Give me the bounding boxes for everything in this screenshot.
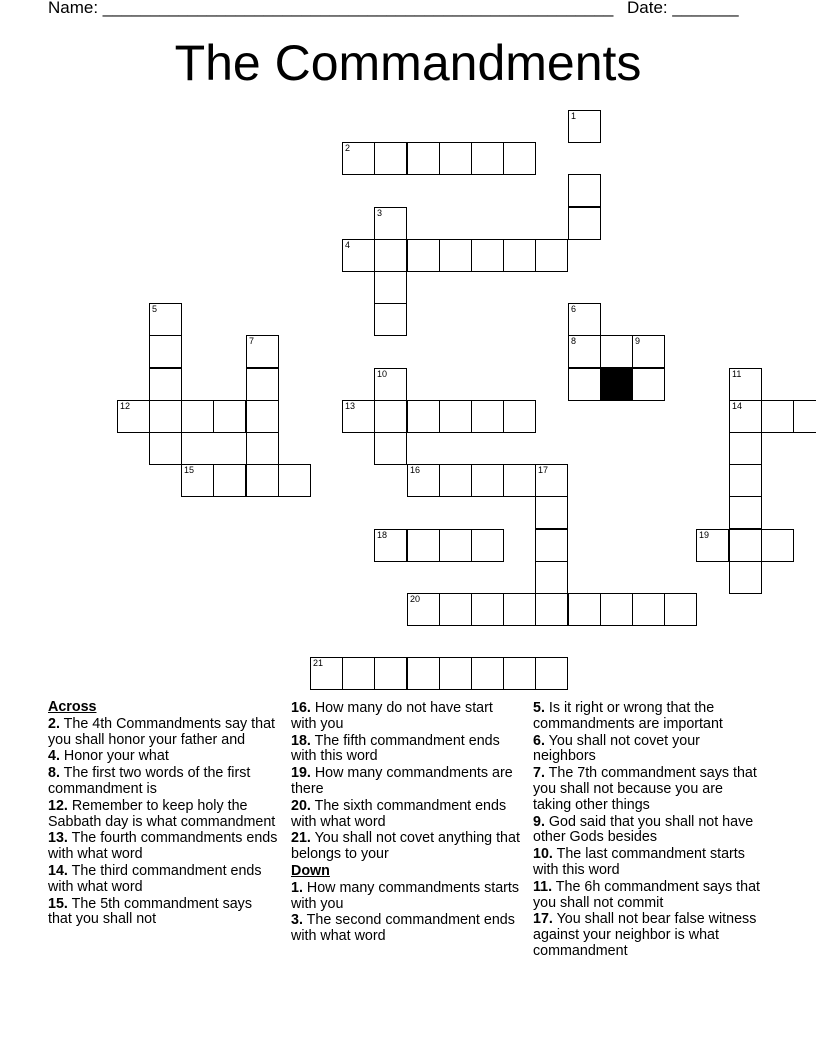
clue-item [291, 766, 521, 798]
grid-cell[interactable] [374, 239, 407, 272]
grid-cell[interactable] [117, 400, 150, 433]
grid-cell[interactable] [503, 142, 536, 175]
grid-cell[interactable] [149, 303, 182, 336]
grid-cell[interactable] [696, 529, 729, 562]
grid-cell[interactable] [729, 561, 762, 594]
grid-cell[interactable] [149, 432, 182, 465]
grid-cell[interactable] [600, 335, 633, 368]
clue-number: 11 [732, 369, 742, 379]
clue-item [48, 749, 278, 765]
clue-number-label: 12. [48, 797, 68, 814]
grid-cell[interactable] [342, 400, 375, 433]
clue-number-label: 10. [533, 846, 553, 863]
clue-number: 6 [571, 304, 577, 314]
grid-cell[interactable] [729, 400, 762, 433]
clue-item [533, 880, 763, 912]
grid-cell[interactable] [503, 657, 536, 690]
clue-number: 19 [699, 530, 710, 540]
clue-text: You shall not covet anything that belongs to your [291, 830, 520, 863]
clue-text: The fifth commandment ends with this word [291, 732, 500, 765]
clue-number: 20 [410, 594, 421, 604]
grid-cell[interactable] [374, 303, 407, 336]
grid-cell[interactable] [535, 529, 568, 562]
grid-cell[interactable] [278, 464, 311, 497]
clue-item [48, 897, 278, 929]
grid-cell[interactable] [342, 657, 375, 690]
clue-text: The 7th commandment says that you shall not because you are taking other things [533, 765, 757, 813]
grid-cell[interactable] [407, 142, 440, 175]
clue-text: You shall not bear false witness against your neighbor is what commandment [533, 911, 757, 959]
grid-cell[interactable] [535, 464, 568, 497]
grid-cell[interactable] [632, 593, 665, 626]
clue-item [533, 815, 763, 847]
clue-text: How many commandments starts with you [291, 879, 520, 912]
grid-cell[interactable] [568, 593, 601, 626]
grid-cell[interactable] [439, 464, 472, 497]
clue-number-label: 2. [48, 715, 60, 732]
grid-cell[interactable] [729, 496, 762, 529]
clue-text: The fourth commandments ends with what word [48, 830, 278, 863]
clues-column-3 [533, 700, 763, 960]
date-field: Date: _______ [627, 0, 739, 17]
grid-cell[interactable] [503, 464, 536, 497]
grid-cell[interactable] [535, 657, 568, 690]
grid-cell[interactable] [729, 432, 762, 465]
clue-text: The last commandment starts with this word [533, 846, 745, 878]
clue-text: Remember to keep holy the Sabbath day is what commandment [48, 797, 276, 830]
grid-cell[interactable] [471, 593, 504, 626]
clue-text: How many do not have start with you [291, 700, 493, 732]
clue-number: 1 [571, 111, 577, 121]
clue-item [48, 766, 278, 798]
clue-number-label: 14. [48, 862, 68, 879]
grid-cell[interactable] [568, 368, 601, 401]
clue-text: The 6h commandment says that you shall not commit [533, 878, 761, 911]
clue-number: 10 [377, 369, 388, 379]
grid-cell[interactable] [374, 368, 407, 401]
grid-cell[interactable] [503, 593, 536, 626]
clues-column-1 [48, 700, 278, 928]
grid-cell[interactable] [374, 529, 407, 562]
grid-cell[interactable] [503, 239, 536, 272]
clue-text: The first two words of the first commandment is [48, 765, 251, 797]
clue-number-label: 19. [291, 765, 311, 782]
grid-cell[interactable] [407, 464, 440, 497]
clue-number-label: 16. [291, 700, 311, 716]
grid-cell[interactable] [632, 368, 665, 401]
clue-text: The second commandment ends with what word [291, 912, 515, 945]
clue-number: 5 [152, 304, 158, 314]
clue-text: Is it right or wrong that the commandments are important [533, 700, 723, 732]
grid-cell[interactable] [439, 529, 472, 562]
page-title: The Commandments [174, 35, 642, 91]
grid-cell[interactable] [374, 271, 407, 304]
grid-cell[interactable] [568, 335, 601, 368]
grid-cell[interactable] [600, 593, 633, 626]
clue-text: God said that you shall not have other Gods besides [533, 813, 754, 846]
grid-cell[interactable] [342, 239, 375, 272]
grid-cell[interactable] [761, 529, 794, 562]
clue-text: The third commandment ends with what word [48, 862, 262, 895]
clue-item [291, 913, 521, 945]
grid-cell[interactable] [246, 335, 279, 368]
grid-cell[interactable] [439, 142, 472, 175]
clue-item [533, 701, 763, 733]
grid-cell[interactable] [149, 335, 182, 368]
clue-item [291, 799, 521, 831]
clue-text: How many commandments are there [291, 765, 513, 797]
grid-cell[interactable] [729, 368, 762, 401]
grid-cell[interactable] [471, 400, 504, 433]
clue-number: 18 [377, 530, 388, 540]
grid-cell[interactable] [407, 239, 440, 272]
grid-cell[interactable] [246, 368, 279, 401]
grid-cell[interactable] [407, 400, 440, 433]
grid-cell[interactable] [149, 400, 182, 433]
clue-item [533, 847, 763, 879]
grid-cell[interactable] [471, 464, 504, 497]
name-field: Name: ______________________________________________________ [48, 0, 614, 17]
grid-cell[interactable] [407, 657, 440, 690]
clue-item [48, 864, 278, 896]
grid-cell[interactable] [181, 464, 214, 497]
clue-number-label: 21. [291, 830, 311, 847]
grid-cell[interactable] [149, 368, 182, 401]
clue-item [291, 881, 521, 913]
clue-text: The 4th Commandments say that you shall honor your father and [48, 715, 276, 748]
clue-item [48, 831, 278, 863]
clue-number-label: 20. [291, 797, 311, 814]
clue-item [533, 734, 763, 766]
clue-number: 3 [377, 208, 383, 218]
clue-item [291, 831, 521, 863]
clue-number-label: 5. [533, 700, 545, 716]
black-cell [600, 368, 633, 401]
clue-item [533, 766, 763, 813]
grid-cell[interactable] [213, 400, 246, 433]
clue-number-label: 4. [48, 748, 60, 765]
grid-cell[interactable] [471, 239, 504, 272]
grid-cell[interactable] [439, 593, 472, 626]
grid-cell[interactable] [535, 239, 568, 272]
clue-number: 4 [345, 240, 351, 250]
grid-cell[interactable] [568, 110, 601, 143]
grid-cell[interactable] [729, 529, 762, 562]
grid-cell[interactable] [535, 496, 568, 529]
clue-number: 2 [345, 143, 351, 153]
clue-number-label: 17. [533, 911, 553, 928]
clue-text: The 5th commandment says that you shall not [48, 895, 252, 928]
grid-cell[interactable] [246, 432, 279, 465]
grid-cell[interactable] [246, 464, 279, 497]
grid-cell[interactable] [439, 239, 472, 272]
clue-number-label: 3. [291, 912, 303, 929]
grid-cell[interactable] [342, 142, 375, 175]
clue-number: 16 [410, 465, 421, 475]
clue-number-label: 8. [48, 765, 60, 782]
clue-number-label: 1. [291, 879, 303, 896]
clue-number: 12 [120, 401, 131, 411]
grid-cell[interactable] [471, 142, 504, 175]
grid-cell[interactable] [632, 335, 665, 368]
clue-number-label: 11. [533, 878, 553, 895]
grid-cell[interactable] [407, 593, 440, 626]
grid-cell[interactable] [535, 561, 568, 594]
grid-cell[interactable] [471, 657, 504, 690]
clue-number: 21 [313, 658, 324, 668]
clue-number-label: 15. [48, 895, 68, 912]
grid-cell[interactable] [310, 657, 343, 690]
grid-cell[interactable] [664, 593, 697, 626]
clue-item [291, 734, 521, 766]
clue-number: 14 [732, 401, 743, 411]
clue-number-label: 18. [291, 732, 311, 749]
clue-number: 9 [635, 336, 641, 346]
clue-number-label: 7. [533, 765, 545, 782]
grid-cell[interactable] [246, 400, 279, 433]
grid-cell[interactable] [181, 400, 214, 433]
clue-text: The sixth commandment ends with what word [291, 797, 507, 830]
clue-number-label: 9. [533, 813, 545, 830]
grid-cell[interactable] [535, 593, 568, 626]
grid-cell[interactable] [407, 529, 440, 562]
across-heading: Across [48, 699, 97, 715]
clues-column-2 [291, 700, 521, 945]
clue-number: 8 [571, 336, 577, 346]
grid-cell[interactable] [439, 657, 472, 690]
clue-item [48, 799, 278, 831]
grid-cell[interactable] [761, 400, 794, 433]
grid-cell[interactable] [374, 207, 407, 240]
clue-item [48, 717, 278, 749]
clue-number-label: 13. [48, 830, 68, 847]
grid-cell[interactable] [568, 207, 601, 240]
grid-cell[interactable] [439, 400, 472, 433]
grid-cell[interactable] [503, 400, 536, 433]
grid-cell[interactable] [374, 400, 407, 433]
clue-text: Honor your what [59, 748, 169, 765]
down-heading: Down [291, 862, 330, 879]
grid-cell[interactable] [793, 400, 816, 433]
clue-number: 17 [538, 465, 549, 475]
grid-cell[interactable] [568, 303, 601, 336]
clue-item [291, 701, 521, 733]
grid-cell[interactable] [213, 464, 246, 497]
clue-number-label: 6. [533, 732, 545, 749]
grid-cell[interactable] [374, 142, 407, 175]
grid-cell[interactable] [471, 529, 504, 562]
grid-cell[interactable] [568, 174, 601, 207]
grid-cell[interactable] [729, 464, 762, 497]
clue-number: 7 [249, 336, 255, 346]
clue-text: You shall not covet your neighbors [533, 732, 700, 765]
grid-cell[interactable] [374, 432, 407, 465]
grid-cell[interactable] [374, 657, 407, 690]
clue-number: 13 [345, 401, 356, 411]
clue-item [533, 912, 763, 959]
clue-number: 15 [184, 465, 195, 475]
